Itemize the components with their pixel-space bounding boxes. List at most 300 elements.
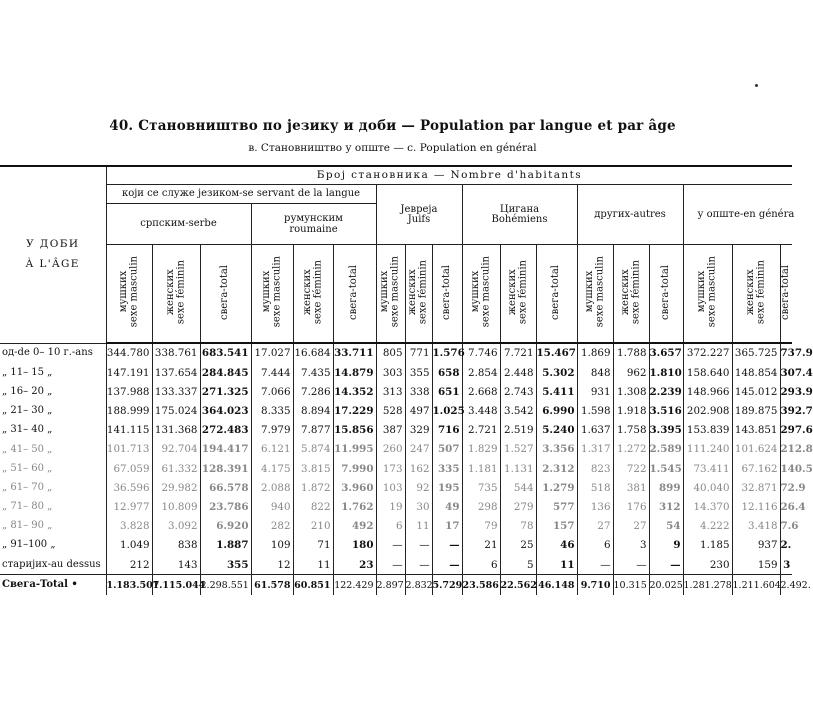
table-cell: 20.025 xyxy=(649,575,683,596)
age-label: „ 16– 20 „ xyxy=(2,385,53,397)
population-table xyxy=(0,165,813,601)
table-cell: 5.302 xyxy=(536,363,577,382)
table-cell: 7.435 xyxy=(293,363,333,382)
table-cell: 11 xyxy=(536,555,577,575)
table-cell: 7.979 xyxy=(251,421,293,440)
table-cell: 683.541 xyxy=(200,343,251,363)
table-cell: 1.049 xyxy=(106,536,152,555)
table-cell: 1.279 xyxy=(536,478,577,497)
table-cell: 507 xyxy=(432,440,462,459)
table-cell: 3.657 xyxy=(649,343,683,363)
table-cell: 1.758 xyxy=(613,421,649,440)
table-row xyxy=(0,382,792,401)
table-cell: 230 xyxy=(683,555,732,575)
table-cell: 392.7 xyxy=(780,402,792,421)
subheader-total xyxy=(333,245,376,344)
table-row xyxy=(0,343,792,363)
table-cell: 271.325 xyxy=(200,382,251,401)
table-cell: — xyxy=(649,555,683,575)
table-cell: 176 xyxy=(613,498,649,517)
table-cell: 19 xyxy=(376,498,405,517)
table-cell: 3.542 xyxy=(500,402,536,421)
table-cell: 27 xyxy=(613,517,649,536)
table-cell: 497 xyxy=(405,402,432,421)
table-cell: 12 xyxy=(251,555,293,575)
table-cell: 2.721 xyxy=(462,421,500,440)
subheader-female xyxy=(405,245,432,344)
language-header: који се служе језиком-se servant de la langue xyxy=(106,185,376,204)
table-cell: 1.181 xyxy=(462,459,500,478)
table-cell: 21 xyxy=(462,536,500,555)
table-cell: 2.668 xyxy=(462,382,500,401)
table-cell: 1.115.044 xyxy=(152,575,200,596)
subheader-female xyxy=(293,245,333,344)
table-cell: 658 xyxy=(432,363,462,382)
table-cell: 212.8 xyxy=(780,440,792,459)
table-cell: 1.887 xyxy=(200,536,251,555)
subheader-total xyxy=(432,245,462,344)
table-row xyxy=(0,536,792,555)
table-cell: 14.370 xyxy=(683,498,732,517)
age-label: „ 91–100 „ xyxy=(2,539,56,551)
table-cell: 1.788 xyxy=(613,343,649,363)
table-cell: 145.012 xyxy=(732,382,780,401)
table-cell: 1.281.278 xyxy=(683,575,732,596)
age-label: „ 31– 40 „ xyxy=(2,424,53,436)
table-cell: 735 xyxy=(462,478,500,497)
table-cell: 175.024 xyxy=(152,402,200,421)
table-cell: 1.317 xyxy=(577,440,613,459)
subheader-label: женских sexe féminin xyxy=(619,259,641,325)
group-header-gypsies: Цигана Bohémiens xyxy=(462,185,577,245)
table-cell: 148.854 xyxy=(732,363,780,382)
table-cell: 210 xyxy=(293,517,333,536)
table-cell: 61.578 xyxy=(251,575,293,596)
group-header-romanian: румунским roumaine xyxy=(251,204,376,245)
table-cell: 71 xyxy=(293,536,333,555)
subheader-male xyxy=(376,245,405,344)
group-header-others: других-autres xyxy=(577,185,683,245)
table-cell: — xyxy=(432,536,462,555)
table-cell: 1.576 xyxy=(432,343,462,363)
table-cell: 1.762 xyxy=(333,498,376,517)
table-cell: 3.828 xyxy=(106,517,152,536)
table-cell: 297.6 xyxy=(780,421,792,440)
subheader-label: женских sexe féminin xyxy=(744,259,766,325)
table-cell: 3.516 xyxy=(649,402,683,421)
table-cell: 5 xyxy=(500,555,536,575)
subheader-male xyxy=(462,245,500,344)
group-header-jews: Јевреја Juifs xyxy=(376,185,462,245)
table-cell: 335 xyxy=(432,459,462,478)
table-cell: 737.9 xyxy=(780,343,792,363)
table-cell: 2.897 xyxy=(376,575,405,596)
table-cell: 6.920 xyxy=(200,517,251,536)
table-cell: 36.596 xyxy=(106,478,152,497)
table-cell: 1.527 xyxy=(500,440,536,459)
table-cell: 66.578 xyxy=(200,478,251,497)
table-cell: 22.562 xyxy=(500,575,536,596)
subheader-female xyxy=(732,245,780,344)
subheader-label: женских sexe féminin xyxy=(407,259,429,325)
table-cell: 282 xyxy=(251,517,293,536)
table-cell: 365.725 xyxy=(732,343,780,363)
table-cell: 2.448 xyxy=(500,363,536,382)
table-cell: 3.356 xyxy=(536,440,577,459)
subheader-male xyxy=(106,245,152,344)
table-cell: 6.121 xyxy=(251,440,293,459)
table-cell: 137.988 xyxy=(106,382,152,401)
table-cell: 195 xyxy=(432,478,462,497)
table-cell: 92.704 xyxy=(152,440,200,459)
table-cell: 12.116 xyxy=(732,498,780,517)
table-cell: 162 xyxy=(405,459,432,478)
table-cell: 101.624 xyxy=(732,440,780,459)
table-cell: 33.711 xyxy=(333,343,376,363)
subheader-label: женских sexe féminin xyxy=(164,259,186,325)
age-label: „ 41– 50 „ xyxy=(2,443,53,455)
table-cell: 937 xyxy=(732,536,780,555)
table-cell: 1.637 xyxy=(577,421,613,440)
table-cell: 54 xyxy=(649,517,683,536)
age-label: „ 51– 60 „ xyxy=(2,462,53,474)
table-cell: 148.966 xyxy=(683,382,732,401)
table-cell: 67.059 xyxy=(106,459,152,478)
table-cell: 2. xyxy=(780,536,792,555)
table-cell: 940 xyxy=(251,498,293,517)
table-cell: 27 xyxy=(577,517,613,536)
table-cell: 17.027 xyxy=(251,343,293,363)
table-cell: 2.743 xyxy=(500,382,536,401)
table-cell: 2.312 xyxy=(536,459,577,478)
table-cell: 1.272 xyxy=(613,440,649,459)
table-cell: 931 xyxy=(577,382,613,401)
table-cell: 17 xyxy=(432,517,462,536)
table-cell: 133.337 xyxy=(152,382,200,401)
inhabitants-header: Број становника — Nombre d'habitants xyxy=(106,166,792,185)
table-cell: 72.9 xyxy=(780,478,792,497)
table-cell: 180 xyxy=(333,536,376,555)
table-cell: 279 xyxy=(500,498,536,517)
page-subtitle: в. Становништво у опште — c. Population en général xyxy=(248,142,537,154)
table-row xyxy=(0,363,792,382)
age-label: Свега-Total • xyxy=(0,575,106,596)
table-cell: 3 xyxy=(780,555,792,575)
subheader-female xyxy=(500,245,536,344)
table-cell: 1.131 xyxy=(500,459,536,478)
table-cell: 30 xyxy=(405,498,432,517)
table-cell: 23 xyxy=(333,555,376,575)
total-row xyxy=(0,575,792,596)
table-cell: 6 xyxy=(462,555,500,575)
table-cell: 4.222 xyxy=(683,517,732,536)
subheader-male xyxy=(683,245,732,344)
table-cell: 7.990 xyxy=(333,459,376,478)
table-row xyxy=(0,498,792,517)
subheader-male xyxy=(251,245,293,344)
table-cell: 2.492. xyxy=(780,575,792,596)
table-cell: 2.854 xyxy=(462,363,500,382)
table-cell: 143 xyxy=(152,555,200,575)
table-cell: 2.589 xyxy=(649,440,683,459)
age-label: од-de 0– 10 г.-ans xyxy=(2,347,93,359)
table-cell: 293.9 xyxy=(780,382,792,401)
table-cell: 212 xyxy=(106,555,152,575)
table-cell: — xyxy=(405,536,432,555)
table-cell: 7.066 xyxy=(251,382,293,401)
table-cell: 122.429 xyxy=(333,575,376,596)
age-label: „ 61– 70 „ xyxy=(2,481,53,493)
subheader-female xyxy=(613,245,649,344)
table-cell: 101.713 xyxy=(106,440,152,459)
table-cell: 11 xyxy=(405,517,432,536)
table-row xyxy=(0,402,792,421)
table-cell: 338.761 xyxy=(152,343,200,363)
table-row xyxy=(0,421,792,440)
table-cell: 9.710 xyxy=(577,575,613,596)
table-cell: 3.418 xyxy=(732,517,780,536)
table-cell: 8.894 xyxy=(293,402,333,421)
table-cell: 1.869 xyxy=(577,343,613,363)
table-cell: 79 xyxy=(462,517,500,536)
table-cell: 78 xyxy=(500,517,536,536)
table-cell: 6 xyxy=(376,517,405,536)
table-cell: 313 xyxy=(376,382,405,401)
table-cell: 822 xyxy=(293,498,333,517)
table-cell: 5.729 xyxy=(432,575,462,596)
table-cell: 194.417 xyxy=(200,440,251,459)
table-row xyxy=(0,478,792,497)
table-cell: 1.185 xyxy=(683,536,732,555)
table-cell: 137.654 xyxy=(152,363,200,382)
age-label: „ 21– 30 „ xyxy=(2,405,53,417)
table-cell: 962 xyxy=(613,363,649,382)
table-cell: 40.040 xyxy=(683,478,732,497)
table-cell: — xyxy=(376,536,405,555)
table-cell: 577 xyxy=(536,498,577,517)
table-cell: 46 xyxy=(536,536,577,555)
table-cell: 1.872 xyxy=(293,478,333,497)
table-cell: 7.721 xyxy=(500,343,536,363)
table-cell: 355 xyxy=(200,555,251,575)
subheader-label: мушких sexe masculin xyxy=(469,256,491,328)
subheader-label: женских sexe féminin xyxy=(506,259,528,325)
table-cell: 1.308 xyxy=(613,382,649,401)
table-cell: 7.6 xyxy=(780,517,792,536)
table-cell: 722 xyxy=(613,459,649,478)
table-cell: 805 xyxy=(376,343,405,363)
subheader-label: свега-total xyxy=(219,264,231,320)
table-cell: 848 xyxy=(577,363,613,382)
table-cell: 26.4 xyxy=(780,498,792,517)
table-cell: 5.411 xyxy=(536,382,577,401)
subheader-total xyxy=(536,245,577,344)
table-cell: 312 xyxy=(649,498,683,517)
table-cell: 1.829 xyxy=(462,440,500,459)
table-cell: 7.286 xyxy=(293,382,333,401)
table-row xyxy=(0,440,792,459)
table-cell: 344.780 xyxy=(106,343,152,363)
table-cell: 3.815 xyxy=(293,459,333,478)
subheader-label: мушких sexe masculin xyxy=(583,256,605,328)
subheader-total xyxy=(649,245,683,344)
table-cell: 14.352 xyxy=(333,382,376,401)
table-cell: 651 xyxy=(432,382,462,401)
table-cell: 140.5 xyxy=(780,459,792,478)
table-row xyxy=(0,459,792,478)
table-cell: 46.148 xyxy=(536,575,577,596)
subheader-label: мушких sexe masculin xyxy=(696,256,718,328)
table-cell: 109 xyxy=(251,536,293,555)
table-cell: 1.545 xyxy=(649,459,683,478)
table-cell: 381 xyxy=(613,478,649,497)
table-cell: 32.871 xyxy=(732,478,780,497)
table-cell: 3.092 xyxy=(152,517,200,536)
table-cell: 111.240 xyxy=(683,440,732,459)
table-cell: 14.879 xyxy=(333,363,376,382)
table-cell: 147.191 xyxy=(106,363,152,382)
table-cell: 188.999 xyxy=(106,402,152,421)
table-cell: 173 xyxy=(376,459,405,478)
table-cell: 372.227 xyxy=(683,343,732,363)
table-cell: 23.586 xyxy=(462,575,500,596)
table-cell: 2.088 xyxy=(251,478,293,497)
table-cell: 1.810 xyxy=(649,363,683,382)
page-speck xyxy=(755,84,758,87)
table-cell: 823 xyxy=(577,459,613,478)
table-cell: 329 xyxy=(405,421,432,440)
table-cell: 6 xyxy=(577,536,613,555)
table-cell: 838 xyxy=(152,536,200,555)
table-cell: 136 xyxy=(577,498,613,517)
table-cell: 3.448 xyxy=(462,402,500,421)
table-cell: 67.162 xyxy=(732,459,780,478)
table-cell: 2.239 xyxy=(649,382,683,401)
table-cell: 17.229 xyxy=(333,402,376,421)
table-cell: 103 xyxy=(376,478,405,497)
table-cell: 61.332 xyxy=(152,459,200,478)
table-cell: 15.856 xyxy=(333,421,376,440)
table-cell: 307.4 xyxy=(780,363,792,382)
table-cell: 899 xyxy=(649,478,683,497)
table-cell: 338 xyxy=(405,382,432,401)
subheader-male xyxy=(577,245,613,344)
table-cell: 544 xyxy=(500,478,536,497)
table-cell: 387 xyxy=(376,421,405,440)
table-cell: 2.832 xyxy=(405,575,432,596)
table-cell: 272.483 xyxy=(200,421,251,440)
table-cell: 141.115 xyxy=(106,421,152,440)
table-cell: 8.335 xyxy=(251,402,293,421)
table-cell: 128.391 xyxy=(200,459,251,478)
table-cell: 2.298.551 xyxy=(200,575,251,596)
age-label: „ 11– 15 „ xyxy=(2,366,53,378)
table-cell: 143.851 xyxy=(732,421,780,440)
table-cell: — xyxy=(432,555,462,575)
table-cell: 5.240 xyxy=(536,421,577,440)
page-title: 40. Становништво по језику и доби — Population par langue et par âge xyxy=(109,118,676,134)
table-cell: 11.995 xyxy=(333,440,376,459)
subheader-label: мушких sexe masculin xyxy=(117,256,139,328)
table-cell: 16.684 xyxy=(293,343,333,363)
table-cell: 10.315 xyxy=(613,575,649,596)
subheader-label: свега-total xyxy=(780,264,792,320)
table-header xyxy=(0,166,795,343)
table-cell: 6.990 xyxy=(536,402,577,421)
table-cell: 1.025 xyxy=(432,402,462,421)
table-cell: — xyxy=(577,555,613,575)
table-cell: 2.519 xyxy=(500,421,536,440)
table-cell: 355 xyxy=(405,363,432,382)
table-cell: 3 xyxy=(613,536,649,555)
table-row xyxy=(0,517,792,536)
table-cell: 1.598 xyxy=(577,402,613,421)
subheader-label: свега-total xyxy=(440,264,452,320)
table-cell: 7.444 xyxy=(251,363,293,382)
table-cell: 364.023 xyxy=(200,402,251,421)
group-header-serbian: српским-serbe xyxy=(106,204,251,245)
table-cell: 23.786 xyxy=(200,498,251,517)
table-cell: 303 xyxy=(376,363,405,382)
table-cell: 60.851 xyxy=(293,575,333,596)
table-cell: 25 xyxy=(500,536,536,555)
table-cell: 189.875 xyxy=(732,402,780,421)
table-cell: 5.874 xyxy=(293,440,333,459)
table-cell: 298 xyxy=(462,498,500,517)
subheader-label: свега-total xyxy=(659,264,671,320)
table-cell: 202.908 xyxy=(683,402,732,421)
table-cell: 492 xyxy=(333,517,376,536)
table-cell: 49 xyxy=(432,498,462,517)
table-cell: 247 xyxy=(405,440,432,459)
subheader-female xyxy=(152,245,200,344)
subheader-label: свега-total xyxy=(550,264,562,320)
group-header-total: у опште-en généra xyxy=(683,185,792,245)
subheader-label: женских sexe féminin xyxy=(301,259,323,325)
age-label: старијих-au dessus xyxy=(2,558,101,570)
table-body xyxy=(0,343,813,595)
table-cell: 92 xyxy=(405,478,432,497)
table-cell: 157 xyxy=(536,517,577,536)
subheader-total xyxy=(200,245,251,344)
table-cell: 518 xyxy=(577,478,613,497)
table-cell: 528 xyxy=(376,402,405,421)
table-cell: 260 xyxy=(376,440,405,459)
table-cell: 771 xyxy=(405,343,432,363)
table-cell: 3.395 xyxy=(649,421,683,440)
table-cell: 11 xyxy=(293,555,333,575)
table-cell: 3.960 xyxy=(333,478,376,497)
table-cell: 7.746 xyxy=(462,343,500,363)
age-label: „ 71– 80 „ xyxy=(2,501,53,513)
table-cell: 158.640 xyxy=(683,363,732,382)
table-cell: 1.183.507 xyxy=(106,575,152,596)
subheader-label: мушких sexe masculin xyxy=(379,256,401,328)
subheader-total xyxy=(780,245,792,344)
subheader-label: свега-total xyxy=(348,264,360,320)
subheader-label: мушких sexe masculin xyxy=(260,256,282,328)
table-cell: — xyxy=(376,555,405,575)
table-cell: 159 xyxy=(732,555,780,575)
table-cell: 153.839 xyxy=(683,421,732,440)
table-cell: 284.845 xyxy=(200,363,251,382)
table-cell: 131.368 xyxy=(152,421,200,440)
table-cell: 29.982 xyxy=(152,478,200,497)
table-cell: 1.918 xyxy=(613,402,649,421)
age-label: „ 81– 90 „ xyxy=(2,520,53,532)
table-cell: 1.211.604 xyxy=(732,575,780,596)
table-cell: 15.467 xyxy=(536,343,577,363)
